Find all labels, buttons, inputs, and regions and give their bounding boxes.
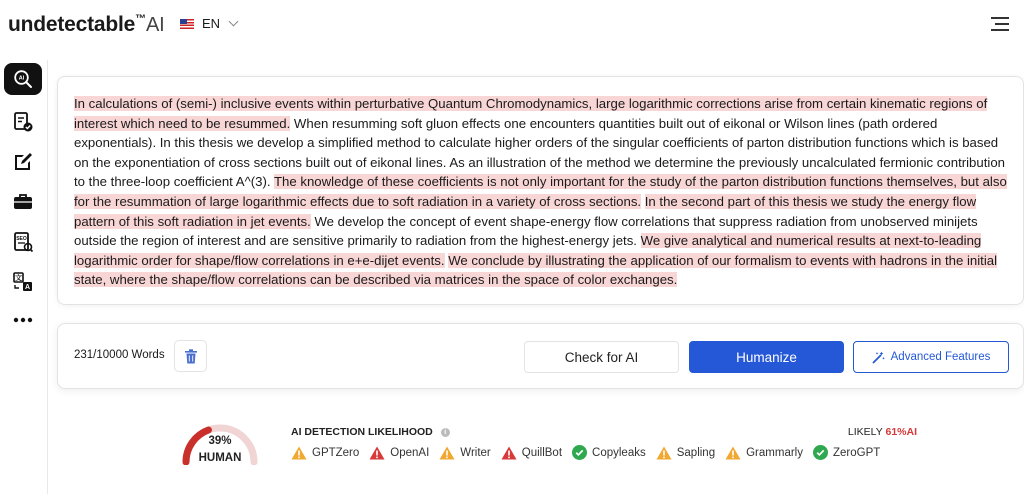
- detection-title: [291, 426, 450, 438]
- svg-text:文: 文: [15, 275, 22, 282]
- sidebar-item-ai-detector[interactable]: [4, 63, 42, 95]
- detector-name: Copyleaks: [592, 446, 646, 459]
- detector-name: ZeroGPT: [832, 446, 881, 459]
- sidebar-item-more[interactable]: [4, 310, 42, 330]
- detector-name: Grammarly: [746, 446, 803, 459]
- advanced-features-button[interactable]: [853, 341, 1009, 373]
- seo-doc-icon: [12, 231, 34, 253]
- text-editor[interactable]: [57, 76, 1024, 305]
- word-count: 231/10000 Words: [74, 349, 165, 361]
- detector-name: OpenAI: [390, 446, 430, 459]
- gauge-percent: 39%: [208, 435, 232, 447]
- trash-icon: [184, 349, 198, 364]
- info-icon[interactable]: i: [441, 428, 450, 437]
- detector-copyleaks: [572, 445, 646, 460]
- brand-logo[interactable]: undetectable™AI: [8, 13, 165, 36]
- alert-triangle-icon: [501, 446, 517, 460]
- briefcase-icon: [12, 191, 34, 213]
- translate-icon: [12, 271, 34, 293]
- action-bar: [57, 323, 1024, 389]
- hamburger-menu-icon[interactable]: [991, 17, 1009, 31]
- detector-list: [291, 445, 880, 460]
- svg-text:AI: AI: [18, 75, 25, 82]
- us-flag-icon: [180, 19, 194, 29]
- sidebar-item-translate[interactable]: [4, 266, 42, 298]
- plain-sentence: When resumming soft gluon effects one encounters quantities built out of eikonal or Wilson lines (path ordered exponentials). In this thesis we develop a simplified method to calculate higher orders of the singular coefficients of parton distribution functions which is based on the exponentiation of cross sections built out of eikonal lines. As an illustration of the method we determine the previously uncalculated fermionic contribution to the three-loop coefficient A^(3).: [74, 115, 1005, 190]
- clear-text-button[interactable]: [174, 340, 207, 372]
- sidebar-item-doc-check[interactable]: [4, 106, 42, 138]
- detector-openai: [369, 445, 429, 460]
- more-dots-icon: [12, 317, 34, 323]
- check-circle-icon: [813, 445, 828, 460]
- check-for-ai-button[interactable]: Check for AI: [524, 341, 679, 373]
- chevron-down-icon: [229, 17, 239, 27]
- ai-highlighted-sentence: The knowledge of these coefficients is not only important for the study of the parton distribution functions themselves, but also for the resummation of large logarithmic effects due to soft radiation in a variety of cross sections.: [74, 174, 1007, 209]
- advanced-features-label: Advanced Features: [890, 351, 991, 363]
- sidebar-item-briefcase[interactable]: [4, 186, 42, 218]
- detector-name: QuillBot: [521, 446, 563, 459]
- gauge-label: HUMAN: [198, 452, 242, 464]
- detector-name: Sapling: [676, 446, 716, 459]
- detector-name: GPTZero: [312, 446, 360, 459]
- svg-text:A: A: [24, 284, 31, 291]
- detector-quillbot: [501, 445, 562, 460]
- language-label: EN: [202, 16, 221, 31]
- check-circle-icon: [572, 445, 587, 460]
- detector-name: Writer: [460, 446, 491, 459]
- plain-sentence: We develop the concept of event shape-energy flow correlations that suppress radiation from unobserved minijets outside the region of interest and are sensitive primarily to radiation from the highest-energy jets.: [74, 213, 978, 249]
- magic-wand-icon: [872, 351, 885, 364]
- detector-grammarly: [725, 445, 803, 460]
- pen-paper-icon: [12, 151, 34, 173]
- detector-sapling: [656, 445, 715, 460]
- svg-text:SEO: SEO: [16, 236, 27, 242]
- editor-text[interactable]: [74, 94, 1007, 290]
- alert-triangle-icon: [369, 446, 385, 460]
- detector-writer: [439, 445, 490, 460]
- sidebar-item-seo[interactable]: [4, 226, 42, 258]
- ai-highlighted-sentence: We conclude by illustrating the application of our formalism to events with hadrons in the initial state, where the shape/flow correlations can be described via matrices in the space of color exchanges.: [74, 252, 998, 288]
- detector-zerogpt: [813, 445, 880, 460]
- sidebar: [0, 60, 48, 494]
- language-selector[interactable]: [180, 16, 237, 31]
- ai-highlighted-sentence: In calculations of (semi-) inclusive events within perturbative Quantum Chromodynamics, large logarithmic corrections arise from certain kinematic regions of interest which need to be resummed.: [74, 96, 988, 131]
- warning-triangle-icon: [439, 446, 455, 460]
- warning-triangle-icon: [656, 446, 672, 460]
- warning-triangle-icon: [725, 446, 741, 460]
- ai-search-icon: [13, 69, 33, 89]
- ai-highlighted-sentence: In the second part of this thesis we study the energy flow pattern of this soft radiation in jet events.: [74, 193, 977, 229]
- warning-triangle-icon: [291, 446, 307, 460]
- top-bar: [0, 0, 1024, 50]
- humanize-button[interactable]: Humanize: [689, 341, 844, 373]
- document-check-icon: [12, 111, 34, 133]
- detector-gptzero: [291, 445, 359, 460]
- ai-highlighted-sentence: We give analytical and numerical results at next-to-leading logarithmic order for shape/flow correlations in e+e-dijet events.: [74, 233, 982, 268]
- likely-ai-score: LIKELY 61%AI: [847, 426, 917, 438]
- sidebar-item-writer[interactable]: [4, 146, 42, 178]
- detection-title-text: AI DETECTION LIKELIHOOD: [291, 426, 433, 438]
